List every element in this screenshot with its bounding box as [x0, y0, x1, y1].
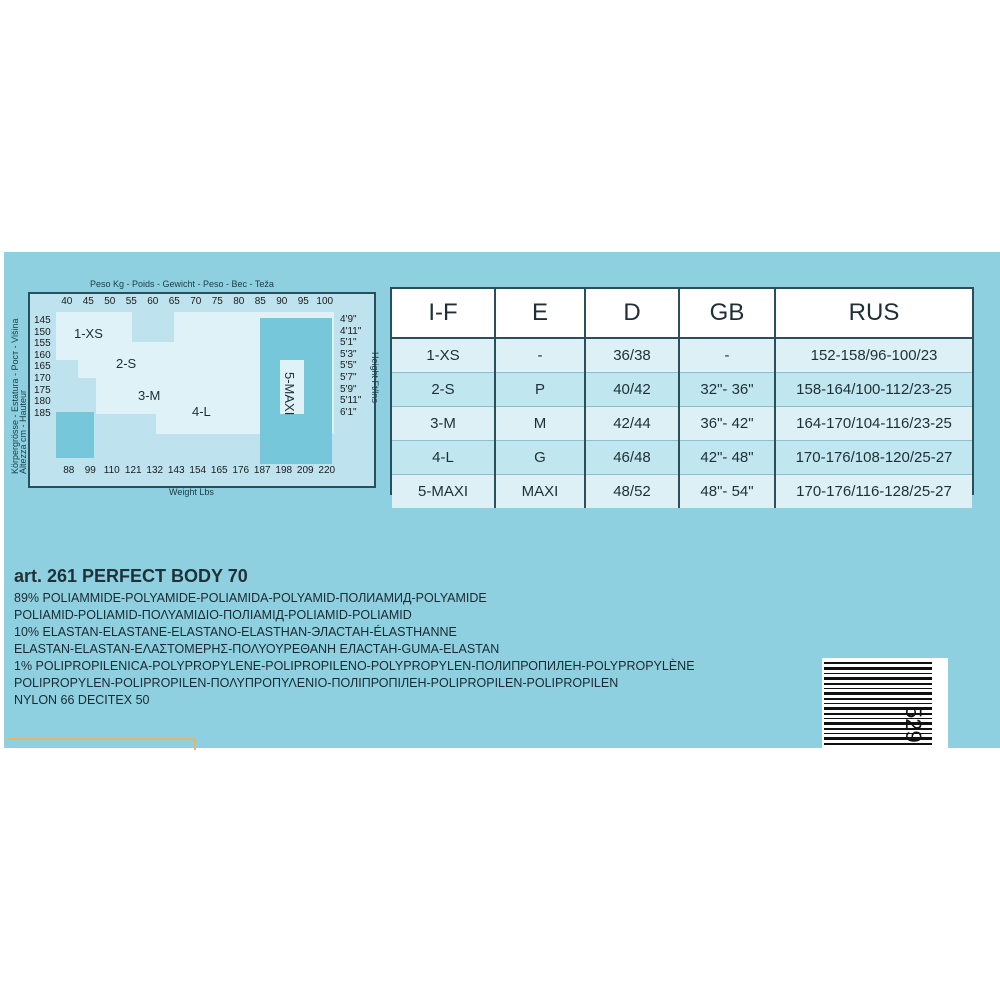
kg-tick: 65 — [168, 296, 180, 307]
composition-line: 89% POLIAMMIDE-POLYAMIDE-POLIAMIDA-POLYAMID-ПОЛИАМИД-POLYAMIDE — [14, 591, 487, 605]
ft-tick: 5'11" — [340, 395, 362, 407]
barcode-bar — [824, 683, 932, 685]
barcode-bar — [824, 743, 932, 745]
lbs-tick: 165 — [210, 465, 228, 476]
lbs-tick: 88 — [63, 465, 75, 476]
table-cell: 46/48 — [585, 441, 679, 475]
composition-line: POLIAMID-POLIAMID-ΠΟΛΥΑΜΙΔΙΟ-ПОЛІАМІД-POLIAMID-POLIAMID — [14, 608, 412, 622]
barcode-bar — [824, 662, 932, 664]
table-row — [392, 373, 972, 407]
table-cell: MAXI — [495, 475, 585, 509]
table-header-cell: E — [495, 289, 585, 338]
table-cell: 4-L — [392, 441, 495, 475]
zone-l-top — [174, 312, 256, 376]
zone-label-s: 2-S — [116, 356, 137, 371]
table-cell: 48"- 54" — [679, 475, 775, 509]
composition-line: NYLON 66 DECITEX 50 — [14, 693, 150, 707]
table-cell: 152-158/96-100/23 — [775, 338, 972, 373]
table-cell: P — [495, 373, 585, 407]
table-cell: 170-176/108-120/25-27 — [775, 441, 972, 475]
ft-tick: 4'11" — [340, 325, 362, 337]
table-header-row — [392, 289, 972, 338]
table-cell: - — [679, 338, 775, 373]
height-ft-label: Height Ft/Ins — [370, 352, 380, 404]
kg-tick: 75 — [211, 296, 223, 307]
cm-tick: 170 — [34, 372, 51, 384]
lbs-ticks — [58, 465, 338, 476]
barcode-bar — [824, 688, 932, 689]
size-conversion-table — [390, 287, 974, 500]
cm-tick: 165 — [34, 361, 51, 373]
kg-tick: 50 — [104, 296, 116, 307]
table-row — [392, 441, 972, 475]
table-cell: 40/42 — [585, 373, 679, 407]
table-cell: G — [495, 441, 585, 475]
fold-mark — [8, 738, 196, 750]
packaging-panel — [4, 252, 1000, 748]
barcode-bar — [824, 692, 932, 695]
zone-label-m: 3-M — [138, 388, 161, 403]
cm-tick: 175 — [34, 384, 51, 396]
table-cell: 48/52 — [585, 475, 679, 509]
kg-tick: 70 — [190, 296, 202, 307]
ft-tick: 5'9" — [340, 383, 357, 395]
barcode-digits: 529 — [901, 706, 926, 743]
product-title: art. 261 PERFECT BODY 70 — [14, 566, 248, 586]
height-cm-label: Altezza cm - Hauteur — [18, 389, 28, 474]
cm-tick: 150 — [34, 326, 51, 338]
table-row — [392, 338, 972, 373]
cm-tick: 155 — [34, 338, 51, 350]
kg-ticks — [56, 296, 336, 307]
cm-tick: 160 — [34, 349, 51, 361]
kg-tick: 95 — [297, 296, 309, 307]
kg-tick: 55 — [125, 296, 137, 307]
barcode-bar — [824, 667, 932, 670]
kg-tick: 85 — [254, 296, 266, 307]
lbs-tick: 220 — [318, 465, 336, 476]
table-cell: 42/44 — [585, 407, 679, 441]
ft-ticks — [340, 314, 361, 418]
table-cell: 1-XS — [392, 338, 495, 373]
ft-tick: 6'1" — [340, 406, 357, 418]
composition-line: ELASTAN-ELASTAN-ΕΛΑΣΤΟΜΕΡΗΣ-ΠΟΛΥΟΥΡΕΘΑΝΗ ЕЛАСТАН-GUMA-ELASTAN — [14, 642, 500, 656]
table-cell: - — [495, 338, 585, 373]
table-row — [392, 475, 972, 509]
height-cm-label-translations: Körpergrösse - Estatura - Poст - Višina — [10, 318, 20, 474]
barcode-bar — [824, 677, 932, 680]
ft-tick: 4'9" — [340, 314, 357, 325]
lbs-tick: 198 — [275, 465, 293, 476]
cm-tick: 185 — [34, 407, 51, 419]
ft-tick: 5'3" — [340, 348, 357, 360]
composition-line: POLIPROPYLEN-POLIPROPILEN-ΠΟΛΥΠΡΟΠΥΛΕΝΙΟ-ПОЛІПРОПІЛЕН-POLIPROPILEN-POLIPROPILEN — [14, 676, 619, 690]
cm-ticks — [34, 315, 51, 419]
kg-tick: 90 — [276, 296, 288, 307]
zone-label-l: 4-L — [192, 404, 211, 419]
zone-label-xs: 1-XS — [74, 326, 103, 341]
lbs-tick: 99 — [84, 465, 96, 476]
barcode — [822, 658, 948, 748]
composition-line: 10% ELASTAN-ELASTANE-ELASTANO-ELASTHAN-ЭЛАСТАН-ÉLASTHANNE — [14, 625, 457, 639]
cm-tick: 180 — [34, 396, 51, 408]
lbs-tick: 209 — [296, 465, 314, 476]
table-header-cell: D — [585, 289, 679, 338]
ft-tick: 5'5" — [340, 360, 357, 372]
table-header-cell: GB — [679, 289, 775, 338]
kg-tick: 100 — [316, 296, 334, 307]
lbs-tick: 110 — [103, 465, 120, 476]
composition-list — [14, 590, 695, 709]
table-cell: 3-M — [392, 407, 495, 441]
table-header-cell: RUS — [775, 289, 972, 338]
kg-tick: 60 — [147, 296, 159, 307]
table-header-cell: I-F — [392, 289, 495, 338]
kg-tick: 40 — [61, 296, 73, 307]
table-cell: 164-170/104-116/23-25 — [775, 407, 972, 441]
lbs-tick: 132 — [146, 465, 164, 476]
kg-tick: 45 — [82, 296, 94, 307]
barcode-bar — [824, 703, 932, 704]
lbs-tick: 154 — [189, 465, 207, 476]
kg-tick: 80 — [233, 296, 245, 307]
table-cell: 42"- 48" — [679, 441, 775, 475]
table-cell: 36"- 42" — [679, 407, 775, 441]
cm-tick: 145 — [34, 315, 51, 326]
weight-lbs-axis-label: Weight Lbs — [169, 487, 214, 497]
lbs-tick: 176 — [232, 465, 250, 476]
table-cell: 32"- 36" — [679, 373, 775, 407]
table-cell: 5-MAXI — [392, 475, 495, 509]
table-cell: 170-176/116-128/25-27 — [775, 475, 972, 509]
zone-label-maxi: 5-MAXI — [282, 372, 297, 416]
barcode-bar — [824, 698, 932, 700]
zone-xl-band — [56, 412, 94, 458]
table-cell: 2-S — [392, 373, 495, 407]
weight-kg-axis-label: Peso Kg - Poids - Gewicht - Peso - Bec - Teža — [90, 279, 274, 289]
table-cell: 36/38 — [585, 338, 679, 373]
lbs-tick: 121 — [124, 465, 142, 476]
lbs-tick: 187 — [253, 465, 271, 476]
lbs-tick: 143 — [167, 465, 185, 476]
ft-tick: 5'1" — [340, 337, 357, 349]
table-cell: M — [495, 407, 585, 441]
ft-tick: 5'7" — [340, 371, 357, 383]
table-cell: 158-164/100-112/23-25 — [775, 373, 972, 407]
barcode-bar — [824, 673, 932, 674]
table-row — [392, 407, 972, 441]
composition-line: 1% POLIPROPILENICA-POLYPROPYLENE-POLIPROPILENO-POLYPROPYLEN-ПОЛИПРОПИЛЕН-POLYPROPYLÈNE — [14, 659, 695, 673]
